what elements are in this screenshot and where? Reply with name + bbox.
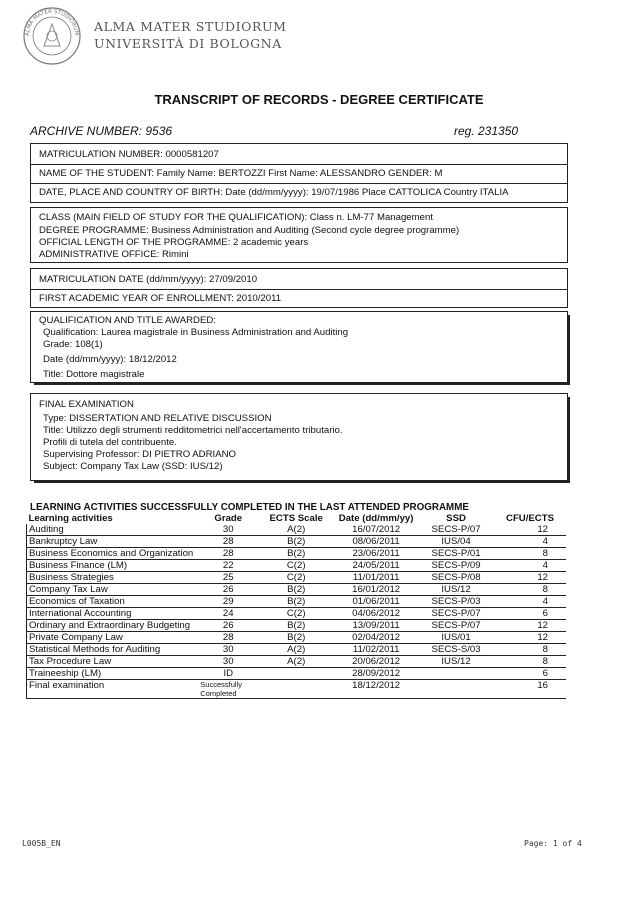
ects-cell: B(2) — [258, 632, 334, 644]
ssd-cell: SECS-P/07 — [418, 620, 494, 632]
cfu-cell: 8 — [494, 656, 566, 668]
date-cell: 11/02/2011 — [334, 644, 418, 656]
cfu-cell: 8 — [494, 644, 566, 656]
programme-class: CLASS (MAIN FIELD OF STUDY FOR THE QUALIFICATION): Class n. LM-77 Management — [39, 212, 433, 223]
ects-cell: C(2) — [258, 572, 334, 584]
ects-cell: C(2) — [258, 560, 334, 572]
cfu-cell: 4 — [494, 560, 566, 572]
programme-length: OFFICIAL LENGTH OF THE PROGRAMME: 2 academic years — [39, 237, 309, 248]
final-exam-box — [30, 393, 568, 481]
grade-cell: 30 — [198, 644, 258, 656]
activity-cell: International Accounting — [27, 608, 199, 620]
cfu-cell: 12 — [494, 524, 566, 536]
cfu-cell: 12 — [494, 572, 566, 584]
cfu-cell: 8 — [494, 584, 566, 596]
footer-page-number: Page: 1 of 4 — [524, 839, 582, 848]
date-cell: 28/09/2012 — [334, 668, 418, 680]
ects-cell: B(2) — [258, 536, 334, 548]
activity-cell: Business Strategies — [27, 572, 199, 584]
first-academic-year: FIRST ACADEMIC YEAR OF ENROLLMENT: 2010/2011 — [39, 293, 282, 304]
table-row — [27, 560, 567, 572]
birth-info: DATE, PLACE AND COUNTRY OF BIRTH: Date (dd/mm/yyyy): 19/07/1986 Place CATTOLICA Country ITALIA — [39, 187, 509, 198]
table-row — [27, 608, 567, 620]
table-row — [27, 572, 567, 584]
learning-section-title: LEARNING ACTIVITIES SUCCESSFULLY COMPLETED IN THE LAST ATTENDED PROGRAMME — [30, 502, 469, 513]
final-exam-title-cont: Profili di tutela del contribuente. — [43, 437, 177, 448]
cfu-cell: 4 — [494, 596, 566, 608]
grade-cell: 28 — [198, 632, 258, 644]
university-name-line1: ALMA MATER STUDIORUM — [94, 19, 287, 34]
grade-cell: ID — [198, 668, 258, 680]
grade-cell: 30 — [198, 656, 258, 668]
seal-text: ALMA MATER STUDIORUM — [24, 8, 80, 37]
table-row — [27, 668, 567, 680]
header-ects-scale: ECTS Scale — [269, 513, 323, 524]
qualification-box — [30, 311, 568, 383]
table-row — [27, 656, 567, 668]
ssd-cell: SECS-P/07 — [418, 524, 494, 536]
ssd-cell: IUS/01 — [418, 632, 494, 644]
ects-cell: B(2) — [258, 548, 334, 560]
ects-cell: A(2) — [258, 644, 334, 656]
ects-cell: C(2) — [258, 608, 334, 620]
cfu-cell: 4 — [494, 536, 566, 548]
cfu-cell: 12 — [494, 632, 566, 644]
ects-cell: B(2) — [258, 620, 334, 632]
cfu-cell: 6 — [494, 668, 566, 680]
qualification-heading: QUALIFICATION AND TITLE AWARDED: — [39, 315, 216, 326]
date-cell: 08/06/2011 — [334, 536, 418, 548]
final-exam-type: Type: DISSERTATION AND RELATIVE DISCUSSION — [43, 413, 272, 424]
university-seal-icon — [22, 6, 82, 66]
date-cell: 16/07/2012 — [334, 524, 418, 536]
date-cell: 24/05/2011 — [334, 560, 418, 572]
activity-cell: Final examination — [27, 680, 199, 699]
ssd-cell: SECS-P/03 — [418, 596, 494, 608]
activity-cell: Statistical Methods for Auditing — [27, 644, 199, 656]
activity-cell: Tax Procedure Law — [27, 656, 199, 668]
registration-number: reg. 231350 — [454, 124, 519, 138]
ssd-cell: IUS/12 — [418, 656, 494, 668]
date-cell: 02/04/2012 — [334, 632, 418, 644]
activity-cell: Company Tax Law — [27, 584, 199, 596]
matriculation-date: MATRICULATION DATE (dd/mm/yyyy): 27/09/2010 — [39, 274, 258, 285]
final-exam-title: Title: Utilizzo degli strumenti redditometrici nell'accertamento tributario. — [43, 425, 343, 436]
ects-cell — [258, 668, 334, 680]
header-date: Date (dd/mm/yy) — [338, 513, 414, 524]
activity-cell: Ordinary and Extraordinary Budgeting — [27, 620, 199, 632]
ects-cell: B(2) — [258, 584, 334, 596]
ssd-cell — [418, 668, 494, 680]
ssd-cell: SECS-P/07 — [418, 608, 494, 620]
grade-cell: 28 — [198, 548, 258, 560]
ects-cell: B(2) — [258, 596, 334, 608]
header-grade: Grade — [214, 513, 243, 524]
university-name-line2: UNIVERSITÀ DI BOLOGNA — [94, 36, 282, 51]
ssd-cell: IUS/12 — [418, 584, 494, 596]
date-cell: 23/06/2011 — [334, 548, 418, 560]
ects-cell: A(2) — [258, 656, 334, 668]
qualification-text: Qualification: Laurea magistrale in Business Administration and Auditing — [43, 327, 349, 338]
cfu-cell: 6 — [494, 608, 566, 620]
activity-cell: Auditing — [27, 524, 199, 536]
qualification-grade: Grade: 108(1) — [43, 339, 103, 350]
programme-box — [30, 207, 568, 263]
qualification-date: Date (dd/mm/yyyy): 18/12/2012 — [43, 354, 177, 365]
cfu-cell: 16 — [494, 680, 566, 699]
administrative-office: ADMINISTRATIVE OFFICE: Rimini — [39, 249, 189, 260]
activity-cell: Economics of Taxation — [27, 596, 199, 608]
table-header-row — [27, 513, 567, 524]
table-row — [27, 620, 567, 632]
matriculation-number: MATRICULATION NUMBER: 0000581207 — [39, 149, 219, 160]
activity-cell: Business Economics and Organization — [27, 548, 199, 560]
date-cell: 11/01/2011 — [334, 572, 418, 584]
cfu-cell: 8 — [494, 548, 566, 560]
final-exam-heading: FINAL EXAMINATION — [39, 399, 134, 410]
ssd-cell: SECS-S/03 — [418, 644, 494, 656]
learning-activities-table — [26, 513, 566, 699]
table-row — [27, 644, 567, 656]
activity-cell: Traineeship (LM) — [27, 668, 199, 680]
grade-cell: 26 — [198, 584, 258, 596]
activity-cell: Private Company Law — [27, 632, 199, 644]
student-name: NAME OF THE STUDENT: Family Name: BERTOZZI First Name: ALESSANDRO GENDER: M — [39, 168, 443, 179]
ssd-cell: SECS-P/01 — [418, 548, 494, 560]
qualification-title: Title: Dottore magistrale — [43, 369, 145, 380]
header-ssd: SSD — [446, 513, 466, 524]
table-row — [27, 632, 567, 644]
ssd-cell: IUS/04 — [418, 536, 494, 548]
degree-programme: DEGREE PROGRAMME: Business Administration and Auditing (Second cycle degree programme) — [39, 225, 460, 236]
date-cell: 13/09/2011 — [334, 620, 418, 632]
activity-cell: Bankruptcy Law — [27, 536, 199, 548]
table-row — [27, 680, 567, 699]
table-row — [27, 596, 567, 608]
grade-cell: 22 — [198, 560, 258, 572]
grade-cell: Successfully Completed — [198, 680, 258, 699]
cfu-cell: 12 — [494, 620, 566, 632]
grade-cell: 28 — [198, 536, 258, 548]
ssd-cell: SECS-P/08 — [418, 572, 494, 584]
grade-cell: 30 — [198, 524, 258, 536]
ects-cell: A(2) — [258, 524, 334, 536]
student-info-box — [30, 143, 568, 203]
archive-number: ARCHIVE NUMBER: 9536 — [30, 124, 173, 138]
ssd-cell — [418, 680, 494, 699]
date-cell: 20/06/2012 — [334, 656, 418, 668]
final-exam-subject: Subject: Company Tax Law (SSD: IUS/12) — [43, 461, 223, 472]
header-cfu: CFU/ECTS — [506, 513, 554, 524]
table-row — [27, 524, 567, 536]
table-row — [27, 536, 567, 548]
ssd-cell: SECS-P/09 — [418, 560, 494, 572]
header-activity: Learning activities — [28, 513, 113, 524]
date-cell: 16/01/2012 — [334, 584, 418, 596]
grade-cell: 29 — [198, 596, 258, 608]
footer-code: L005B_EN — [22, 839, 61, 848]
date-cell: 04/06/2012 — [334, 608, 418, 620]
supervising-professor: Supervising Professor: DI PIETRO ADRIANO — [43, 449, 236, 460]
activity-cell: Business Finance (LM) — [27, 560, 199, 572]
grade-cell: 25 — [198, 572, 258, 584]
date-cell: 01/06/2011 — [334, 596, 418, 608]
table-row — [27, 584, 567, 596]
enrollment-box — [30, 268, 568, 308]
document-title: TRANSCRIPT OF RECORDS - DEGREE CERTIFICATE — [154, 92, 484, 107]
grade-cell: 26 — [198, 620, 258, 632]
ects-cell — [258, 680, 334, 699]
table-row — [27, 548, 567, 560]
grade-cell: 24 — [198, 608, 258, 620]
date-cell: 18/12/2012 — [334, 680, 418, 699]
